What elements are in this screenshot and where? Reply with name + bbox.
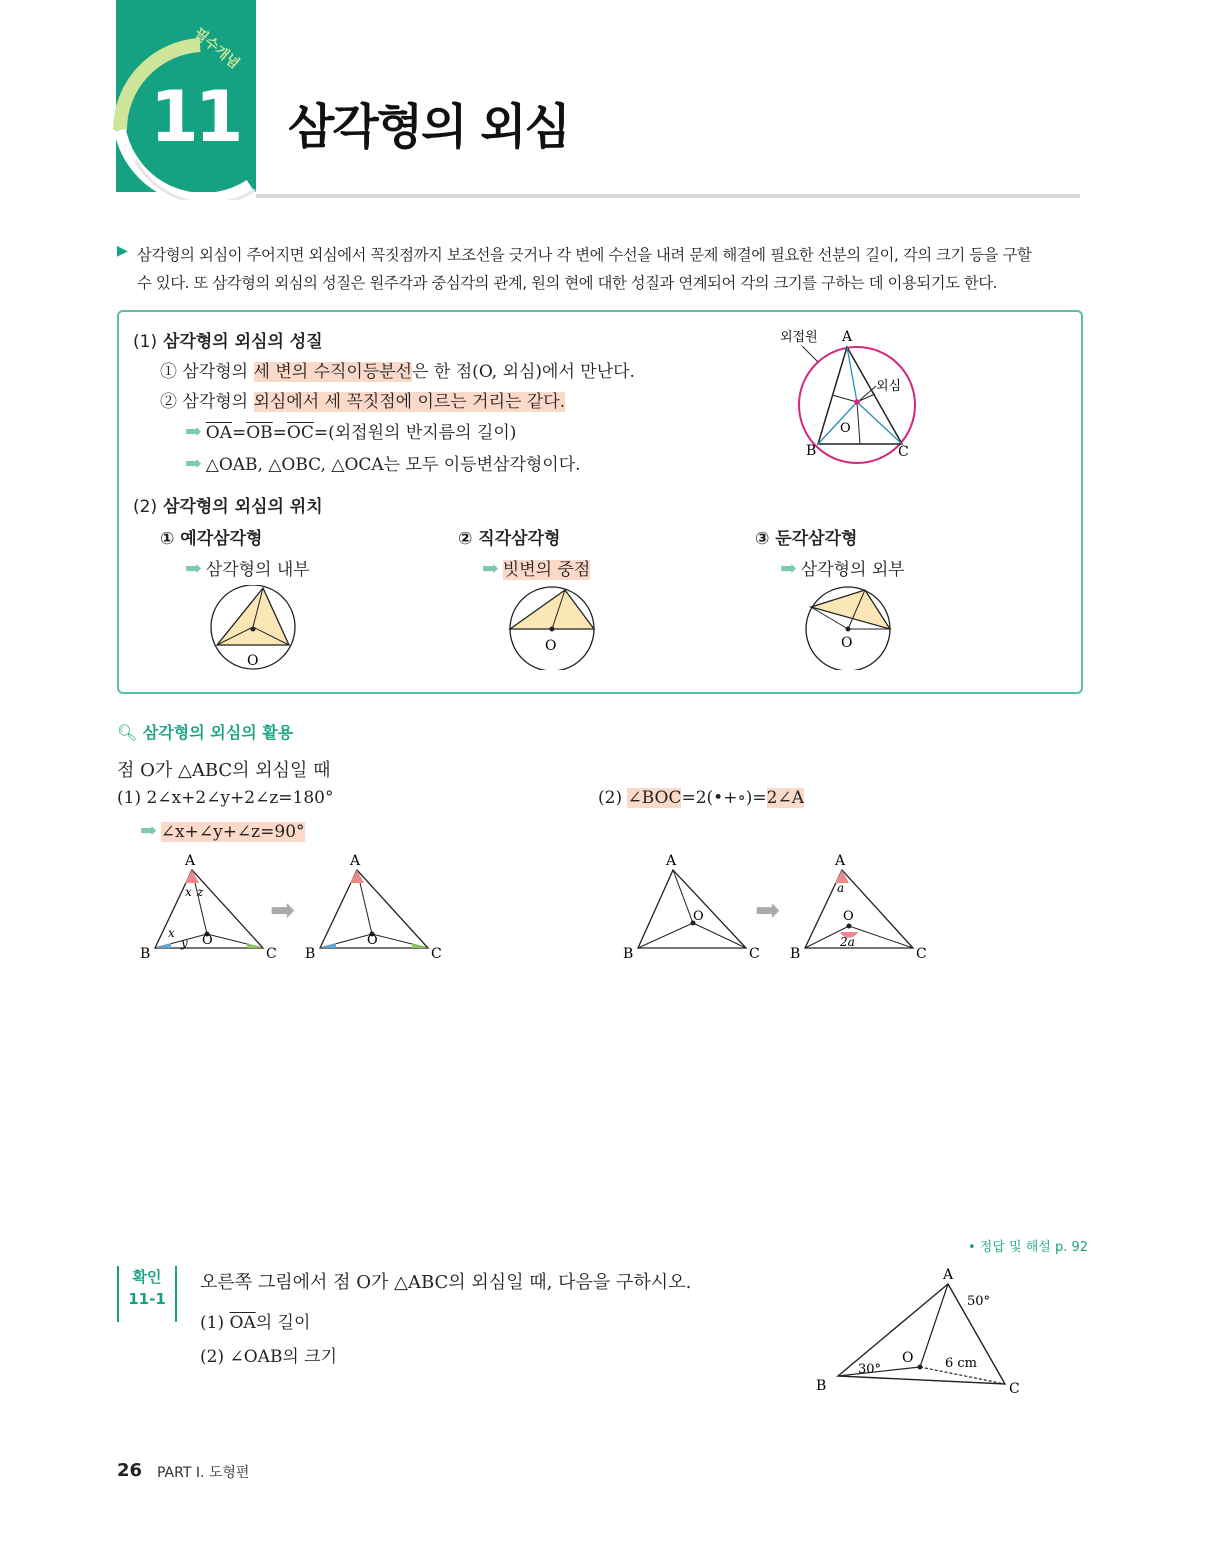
property-1-pre: ① 삼각형의: [160, 362, 254, 382]
property-1-post: 은 한 점(O, 외심)에서 만난다.: [412, 362, 635, 382]
check-badge: [117, 1266, 177, 1322]
check-label: 확인: [132, 1268, 162, 1286]
intro-bullet-icon: ▶: [117, 243, 128, 259]
usage-formula-2-a: ∠BOC: [627, 788, 682, 808]
usage-formula-2-b: =2(•+∘)=: [681, 788, 767, 808]
property-1: [160, 357, 635, 382]
check-question: 오른쪽 그림에서 점 O가 △ABC의 외심일 때, 다음을 구하시오.: [200, 1272, 692, 1293]
svg-text:A: A: [185, 853, 196, 869]
obtuse-desc: [780, 555, 905, 580]
svg-text:A: A: [350, 853, 361, 869]
check-q2: (2) ∠OAB의 크기: [200, 1347, 338, 1367]
arrow-icon: ➡: [482, 556, 499, 580]
svg-text:A: A: [835, 853, 846, 869]
property-2: [160, 387, 565, 412]
check-figure: [810, 1262, 1025, 1397]
check-q1: [200, 1308, 310, 1333]
usage-figure-2b: [785, 848, 930, 963]
page-title: 삼각형의 외심: [288, 99, 569, 155]
segment-oc: $\overline{OC}$: [286, 423, 314, 443]
radius-note: =(외접원의 반지름의 길이): [313, 423, 517, 443]
property-2-highlight: 외심에서 세 꼭짓점에 이르는 거리는 같다.: [253, 392, 566, 412]
property-1-highlight: 세 변의 수직이등분선: [253, 362, 413, 382]
arrow-icon: ➡: [185, 419, 202, 443]
svg-text:z: z: [197, 885, 204, 899]
right-desc-text: 빗변의 중점: [502, 560, 591, 580]
intro-line-2: 수 있다. 또 삼각형의 외심의 성질은 원주각과 중심각의 관계, 원의 현에 대한 성질과 연계되어 각의 크기를 구하는 데 이용되기도 한다.: [137, 274, 998, 292]
answer-reference: • 정답 및 해설 p. 92: [968, 1240, 1089, 1255]
right-title: ② 직각삼각형: [458, 529, 561, 549]
usage-figure-1b: [300, 848, 445, 963]
usage-formula-1b: [140, 818, 305, 842]
svg-text:B: B: [790, 946, 801, 962]
usage-figure-2a: [618, 848, 763, 963]
svg-text:O: O: [902, 1350, 914, 1366]
arrow-icon: ➡: [140, 818, 157, 842]
svg-text:C: C: [1009, 1381, 1020, 1397]
property-2-pre: ② 삼각형의: [160, 392, 254, 412]
svg-text:a: a: [837, 881, 845, 895]
svg-text:x: x: [168, 926, 175, 940]
page-number: 26: [117, 1460, 143, 1481]
circumcircle-label: 외접원: [780, 330, 818, 345]
right-desc: [482, 555, 590, 580]
svg-text:O: O: [247, 653, 259, 669]
svg-text:O: O: [841, 635, 853, 651]
transform-arrow-icon: ➡: [270, 893, 296, 928]
usage-intro: 점 O가 △ABC의 외심일 때: [117, 760, 331, 781]
title-rule: [256, 194, 1080, 198]
equals-sign: =: [231, 423, 247, 443]
intro-line-1: 삼각형의 외심이 주어지면 외심에서 꼭짓점까지 보조선을 긋거나 각 변에 수선을 내려 문제 해결에 필요한 선분의 길이, 각의 크기 등을 구할: [137, 246, 1032, 264]
transform-arrow-icon: ➡: [755, 893, 781, 928]
svg-text:B: B: [305, 946, 316, 962]
obtuse-title: ③ 둔각삼각형: [755, 529, 858, 549]
obtuse-figure: [803, 585, 898, 670]
acute-figure: [205, 585, 300, 670]
part-label: PART I. 도형편: [157, 1465, 250, 1481]
section-1-number: (1): [133, 332, 158, 352]
isosceles-note: [185, 450, 581, 475]
circumcenter-label: 외심: [876, 379, 902, 394]
svg-text:B: B: [623, 946, 634, 962]
usage-figure-1a: [135, 848, 280, 963]
circumcircle-figure: [770, 322, 930, 467]
svg-text:2a: 2a: [840, 935, 855, 949]
svg-text:O: O: [367, 933, 378, 948]
svg-text:O: O: [545, 638, 557, 654]
section-2-number: (2): [133, 497, 158, 517]
angle-a-label: 50°: [967, 1294, 991, 1309]
svg-text:O: O: [202, 933, 213, 948]
usage-formula-2: [598, 788, 804, 808]
obtuse-desc-text: 삼각형의 외부: [800, 560, 905, 580]
svg-text:B: B: [140, 946, 151, 962]
arrow-icon: ➡: [185, 556, 202, 580]
magnifier-icon: 🔍︎: [117, 723, 138, 742]
badge-label: 필수개념: [190, 25, 243, 73]
usage-formula-1: (1) 2∠x+2∠y+2∠z=180°: [117, 788, 334, 808]
segment-oa: $\overline{OA}$: [205, 423, 232, 443]
acute-desc-text: 삼각형의 내부: [205, 560, 310, 580]
usage-heading: [117, 720, 293, 743]
check-number: 11-1: [128, 1290, 166, 1308]
usage-title: 삼각형의 외심의 활용: [142, 723, 294, 742]
usage-formula-1b-text: ∠x+∠y+∠z=90°: [160, 822, 305, 842]
svg-text:O: O: [843, 909, 854, 924]
svg-text:y: y: [181, 936, 188, 950]
svg-text:A: A: [666, 853, 677, 869]
svg-text:C: C: [916, 946, 927, 962]
usage-formula-2-c: 2∠A: [766, 788, 805, 808]
arrow-icon: ➡: [185, 451, 202, 475]
svg-text:C: C: [749, 946, 760, 962]
svg-text:A: A: [842, 329, 853, 345]
chapter-number: 11: [150, 76, 240, 158]
svg-text:C: C: [266, 946, 277, 962]
section-2-heading: [133, 492, 323, 517]
svg-text:A: A: [943, 1267, 954, 1283]
check-q1-segment: $\overline{OA}$: [229, 1313, 256, 1333]
section-1-title: 삼각형의 외심의 성질: [163, 332, 323, 352]
isosceles-text: △OAB, △OBC, △OCA는 모두 이등변삼각형이다.: [205, 455, 581, 475]
check-q1-tail: 의 길이: [255, 1313, 311, 1333]
acute-desc: [185, 555, 310, 580]
angle-b-label: 30°: [858, 1362, 882, 1377]
usage-formula-2-number: (2): [598, 788, 628, 808]
svg-text:C: C: [431, 946, 442, 962]
segment-ob: $\overline{OB}$: [246, 423, 273, 443]
arrow-icon: ➡: [780, 556, 797, 580]
check-q1-number: (1): [200, 1313, 230, 1333]
svg-text:x: x: [185, 885, 192, 899]
acute-title: ① 예각삼각형: [160, 529, 263, 549]
svg-text:O: O: [693, 909, 704, 924]
svg-text:B: B: [806, 443, 817, 459]
svg-text:O: O: [840, 421, 851, 436]
equals-sign: =: [272, 423, 287, 443]
equal-radius-line: [185, 418, 516, 443]
svg-text:B: B: [816, 1378, 827, 1394]
section-2-title: 삼각형의 외심의 위치: [163, 497, 323, 517]
right-figure: [505, 585, 600, 670]
section-1-heading: [133, 327, 323, 352]
svg-text:C: C: [898, 444, 909, 460]
length-label: 6 cm: [945, 1356, 978, 1371]
